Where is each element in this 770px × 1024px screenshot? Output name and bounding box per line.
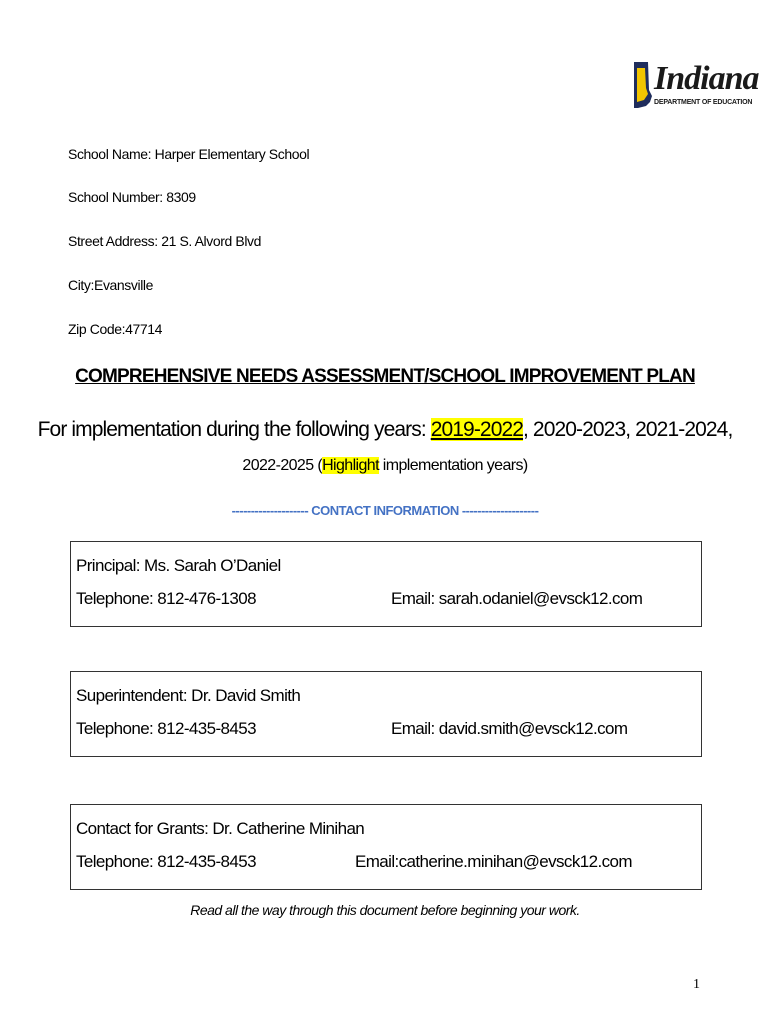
grants-email: Email:catherine.minihan@evsck12.com [355, 852, 632, 871]
principal-telephone: Telephone: 812-476-1308 [76, 589, 256, 608]
indiana-doe-logo [632, 58, 759, 112]
logo-wordmark: Indiana [654, 60, 759, 97]
contact-information-heading: -------------------- CONTACT INFORMATION -------------------- [231, 503, 539, 518]
principal-name: Principal: Ms. Sarah O’Daniel [76, 556, 281, 575]
logo-subtitle: DEPARTMENT OF EDUCATION [654, 99, 753, 106]
line2-start: 2022-2025 ( [242, 457, 323, 474]
zip-code: Zip Code:47714 [68, 321, 163, 337]
implementation-years-line-2 [0, 457, 770, 475]
implementation-years-line-1 [0, 418, 770, 442]
indiana-state-shape-icon [632, 60, 654, 110]
principal-contact-box [70, 541, 702, 627]
superintendent-email: Email: david.smith@evsck12.com [391, 719, 628, 738]
document-title: COMPREHENSIVE NEEDS ASSESSMENT/SCHOOL IMPROVEMENT PLAN [75, 366, 695, 387]
superintendent-name: Superintendent: Dr. David Smith [76, 686, 301, 705]
instruction-note: Read all the way through this document before beginning your work. [190, 902, 580, 918]
grants-telephone: Telephone: 812-435-8453 [76, 852, 256, 871]
page-number: 1 [693, 977, 700, 992]
city: City:Evansville [68, 277, 154, 293]
highlight-word: Highlight [322, 457, 379, 474]
grants-contact-box [70, 804, 702, 890]
line2-end: implementation years) [378, 457, 528, 474]
superintendent-telephone: Telephone: 812-435-8453 [76, 719, 256, 738]
other-years: , 2020-2023, 2021-2024, [523, 418, 733, 441]
street-address: Street Address: 21 S. Alvord Blvd [68, 233, 262, 249]
superintendent-contact-box [70, 671, 702, 757]
grants-contact-name: Contact for Grants: Dr. Catherine Minihan [76, 819, 365, 838]
implementation-prefix: For implementation during the following years: [37, 418, 431, 441]
school-name: School Name: Harper Elementary School [68, 146, 310, 162]
highlighted-year: 2019-2022 [430, 418, 524, 441]
principal-email: Email: sarah.odaniel@evsck12.com [391, 589, 643, 608]
school-number: School Number: 8309 [68, 189, 196, 205]
